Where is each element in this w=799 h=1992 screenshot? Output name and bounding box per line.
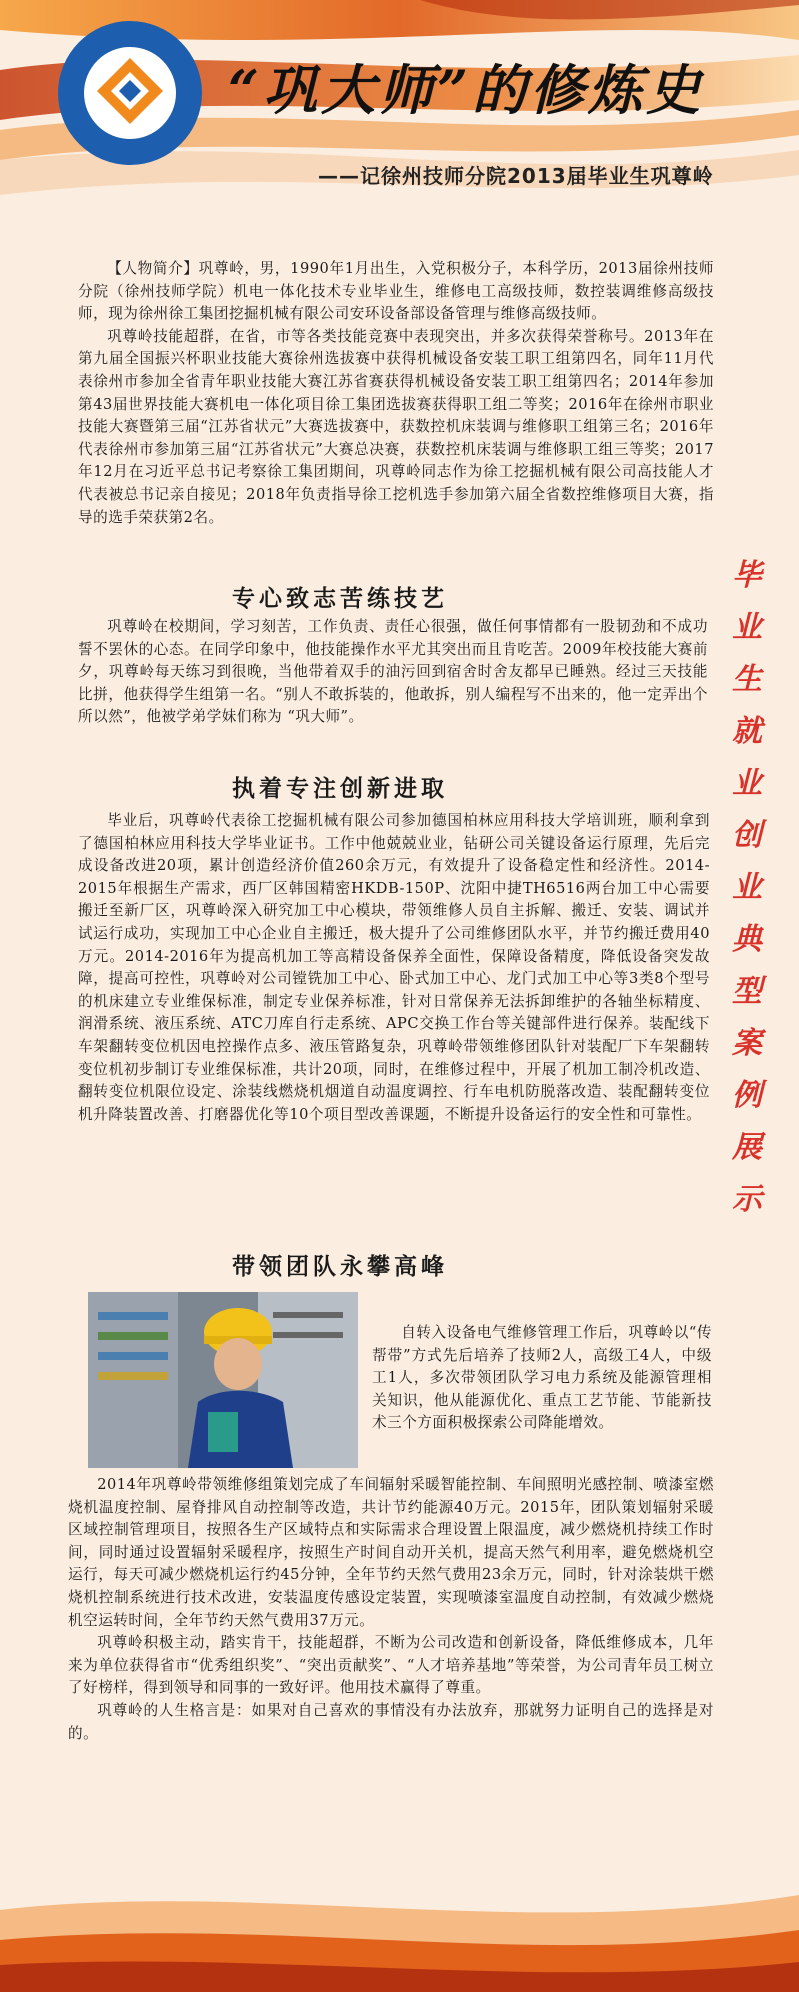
side-char: 毕 xyxy=(732,558,762,593)
section2-paragraph-1: 毕业后，巩尊岭代表徐工挖掘机械有限公司参加德国柏林应用科技大学培训班，顺利拿到了德国柏林应用科技大学毕业证书。工作中他兢兢业业，钻研公司关键设备运行原理，先后完成设备改进20项，累计创造经济价值260余万元，有效提升了设备稳定性和经济性。2014-2015年根据生产需求，西厂区韩国精密HKDB-150P、沈阳中捷TH6516两台加工中心需要搬迁至新厂区，巩尊岭深入研究加工中心模块，带领维修人员自主拆解、搬迁、安装、调试并试运行成功，实现加工中心企业自主搬迁，极大提升了公司维修团队水平，并节约搬迁费用40万元。2014-2016年为提高机加工等高精设备保养全面性，保障设备精度，降低设备突发故障，提高可控性，巩尊岭对公司镗铣加工中心、卧式加工中心、龙门式加工中心等3类8个型号的机床建立专业维保标准，制定专业保养标准，针对日常保养无法拆卸维护的各轴坐标精度、润滑系统、液压系统、ATC刀库自行走系统、APC交换工作台等关键部件进行保养。装配线下车架翻转变位机因电控操作点多、液压管路复杂，巩尊岭带领维修团队针对装配厂下车架翻转变位机初步制订专业维保标准，共计20项，同时，在维修过程中，开展了机加工制冷机改造、翻转变位机限位设定、涂装线燃烧机烟道自动温度调控、行车电机防脱落改造、装配翻转变位机升降装置改善、打磨器优化等10个项目型改善课题，不断提升设备运行的安全性和可靠性。 xyxy=(78,812,710,1123)
side-char: 示 xyxy=(732,1182,762,1217)
section1-paragraph-1: 巩尊岭在校期间，学习刻苦，工作负责、责任心很强，做任何事情都有一股韧劲和不成功誓不罢休的心态。在同学印象中，他技能操作水平尤其突出而且肯吃苦。2009年校技能大赛前夕，巩尊岭每天练习到很晚，当他带着双手的油污回到宿舍时舍友都早已睡熟。经过三天技能比拼，他获得学生组第一名。“别人不敢拆装的，他敢拆，别人编程写不出来的，他一定弄出个所以然”，他被学弟学妹们称为 “巩大师”。 xyxy=(78,618,708,726)
section3-paragraph-4: 巩尊岭的人生格言是：如果对自己喜欢的事情没有办法放弃，那就努力证明自己的选择是对的。 xyxy=(68,1701,714,1742)
section1-heading: 专心致志苦练技艺 xyxy=(232,586,448,612)
technician-photo xyxy=(88,1292,358,1468)
section2-heading: 执着专注创新进取 xyxy=(232,776,448,802)
side-char: 创 xyxy=(732,818,762,853)
intro-section xyxy=(78,258,714,529)
side-char: 展 xyxy=(732,1130,762,1165)
section3-body-top xyxy=(372,1322,712,1435)
section3-paragraph-3: 巩尊岭积极主动，踏实肯干，技能超群，不断为公司改造和创新设备，降低维修成本，几年来为单位获得省市“优秀组织奖”、“突出贡献奖”、“人才培养基地”等荣誉，为公司青年员工树立了好榜样，得到领导和同事的一致好评。他用技术赢得了尊重。 xyxy=(68,1634,714,1697)
header-banner xyxy=(0,0,799,230)
side-char: 业 xyxy=(732,766,762,801)
side-char: 生 xyxy=(732,662,762,697)
section3-paragraph-1: 自转入设备电气维修管理工作后，巩尊岭以“传帮带”方式先后培养了技师2人，高级工4人，中级工1人，多次带领团队学习电力系统及能源管理相关知识，他从能源优化、重点工艺节能、节能新技术三个方面积极探索公司降能增效。 xyxy=(372,1324,712,1432)
side-char: 就 xyxy=(732,714,762,749)
side-char: 案 xyxy=(732,1026,762,1061)
side-char: 型 xyxy=(732,974,762,1009)
intro-paragraph-1: 【人物简介】巩尊岭，男，1990年1月出生，入党积极分子，本科学历，2013届徐州技师分院（徐州技师学院）机电一体化技术专业毕业生，维修电工高级技师，数控装调维修高级技师，现为徐州徐工集团挖掘机械有限公司安环设备部设备管理与维修高级技师。 xyxy=(78,260,714,323)
section2-body xyxy=(78,810,710,1126)
section3-heading: 带领团队永攀高峰 xyxy=(232,1254,448,1280)
page-title: “巩大师”的修炼史 xyxy=(228,58,705,122)
section3-body-bottom xyxy=(68,1474,714,1745)
section3-paragraph-2: 2014年巩尊岭带领维修组策划完成了车间辐射采暖智能控制、车间照明光感控制、喷漆室燃烧机温度控制、屋脊排风自动控制等改造，共计节约能源40万元。2015年，团队策划辐射采暖区域控制管理项目，按照各生产区域特点和实际需求合理设置上限温度，减少燃烧机持续工作时间，同时通过设置辐射采暖程序，按照生产时间自动开关机，提高天然气利用率，避免燃烧机空运行，每天可减少燃烧机运行约45分钟，全年节约天然气费用23余万元，同时，针对涂装烘干燃烧机控制系统进行技术改进，安装温度传感设定装置，实现喷漆室温度自动控制，有效减少燃烧机空运转时间，全年节约天然气费用37万元。 xyxy=(68,1476,714,1629)
side-char: 业 xyxy=(732,610,762,645)
page-subtitle: ——记徐州技师分院2013届毕业生巩尊岭 xyxy=(318,164,714,188)
intro-paragraph-2: 巩尊岭技能超群，在省，市等各类技能竞赛中表现突出，并多次获得荣誉称号。2013年在第九届全国振兴杯职业技能大赛徐州选拔赛中获得机械设备安装工职工组第四名，同年11月代表徐州市参加全省青年职业技能大赛江苏省赛获得机械设备安装工职工组第四名；2014年参加第43届世界技能大赛机电一体化项目徐工集团选拔赛获得职工组二等奖；2016年在徐州市职业技能大赛暨第三届“江苏省状元”大赛选拔赛中，获数控机床装调与维修职工组第三名；2016年代表徐州市参加第三届“江苏省状元”大赛总决赛，获数控机床装调与维修职工组三等奖；2017年12月在习近平总书记考察徐工集团期间，巩尊岭同志作为徐工挖掘机械有限公司高技能人才代表被总书记亲自接见；2018年负责指导徐工挖机选手参加第六届全省数控维修项目大赛，指导的选手荣获第2名。 xyxy=(78,327,714,526)
side-char: 典 xyxy=(732,922,762,957)
section1-body xyxy=(78,616,708,729)
school-logo xyxy=(55,18,205,168)
side-caption xyxy=(722,550,772,1226)
side-char: 业 xyxy=(732,870,762,905)
footer-banner xyxy=(0,1870,799,1992)
side-char: 例 xyxy=(732,1078,762,1113)
